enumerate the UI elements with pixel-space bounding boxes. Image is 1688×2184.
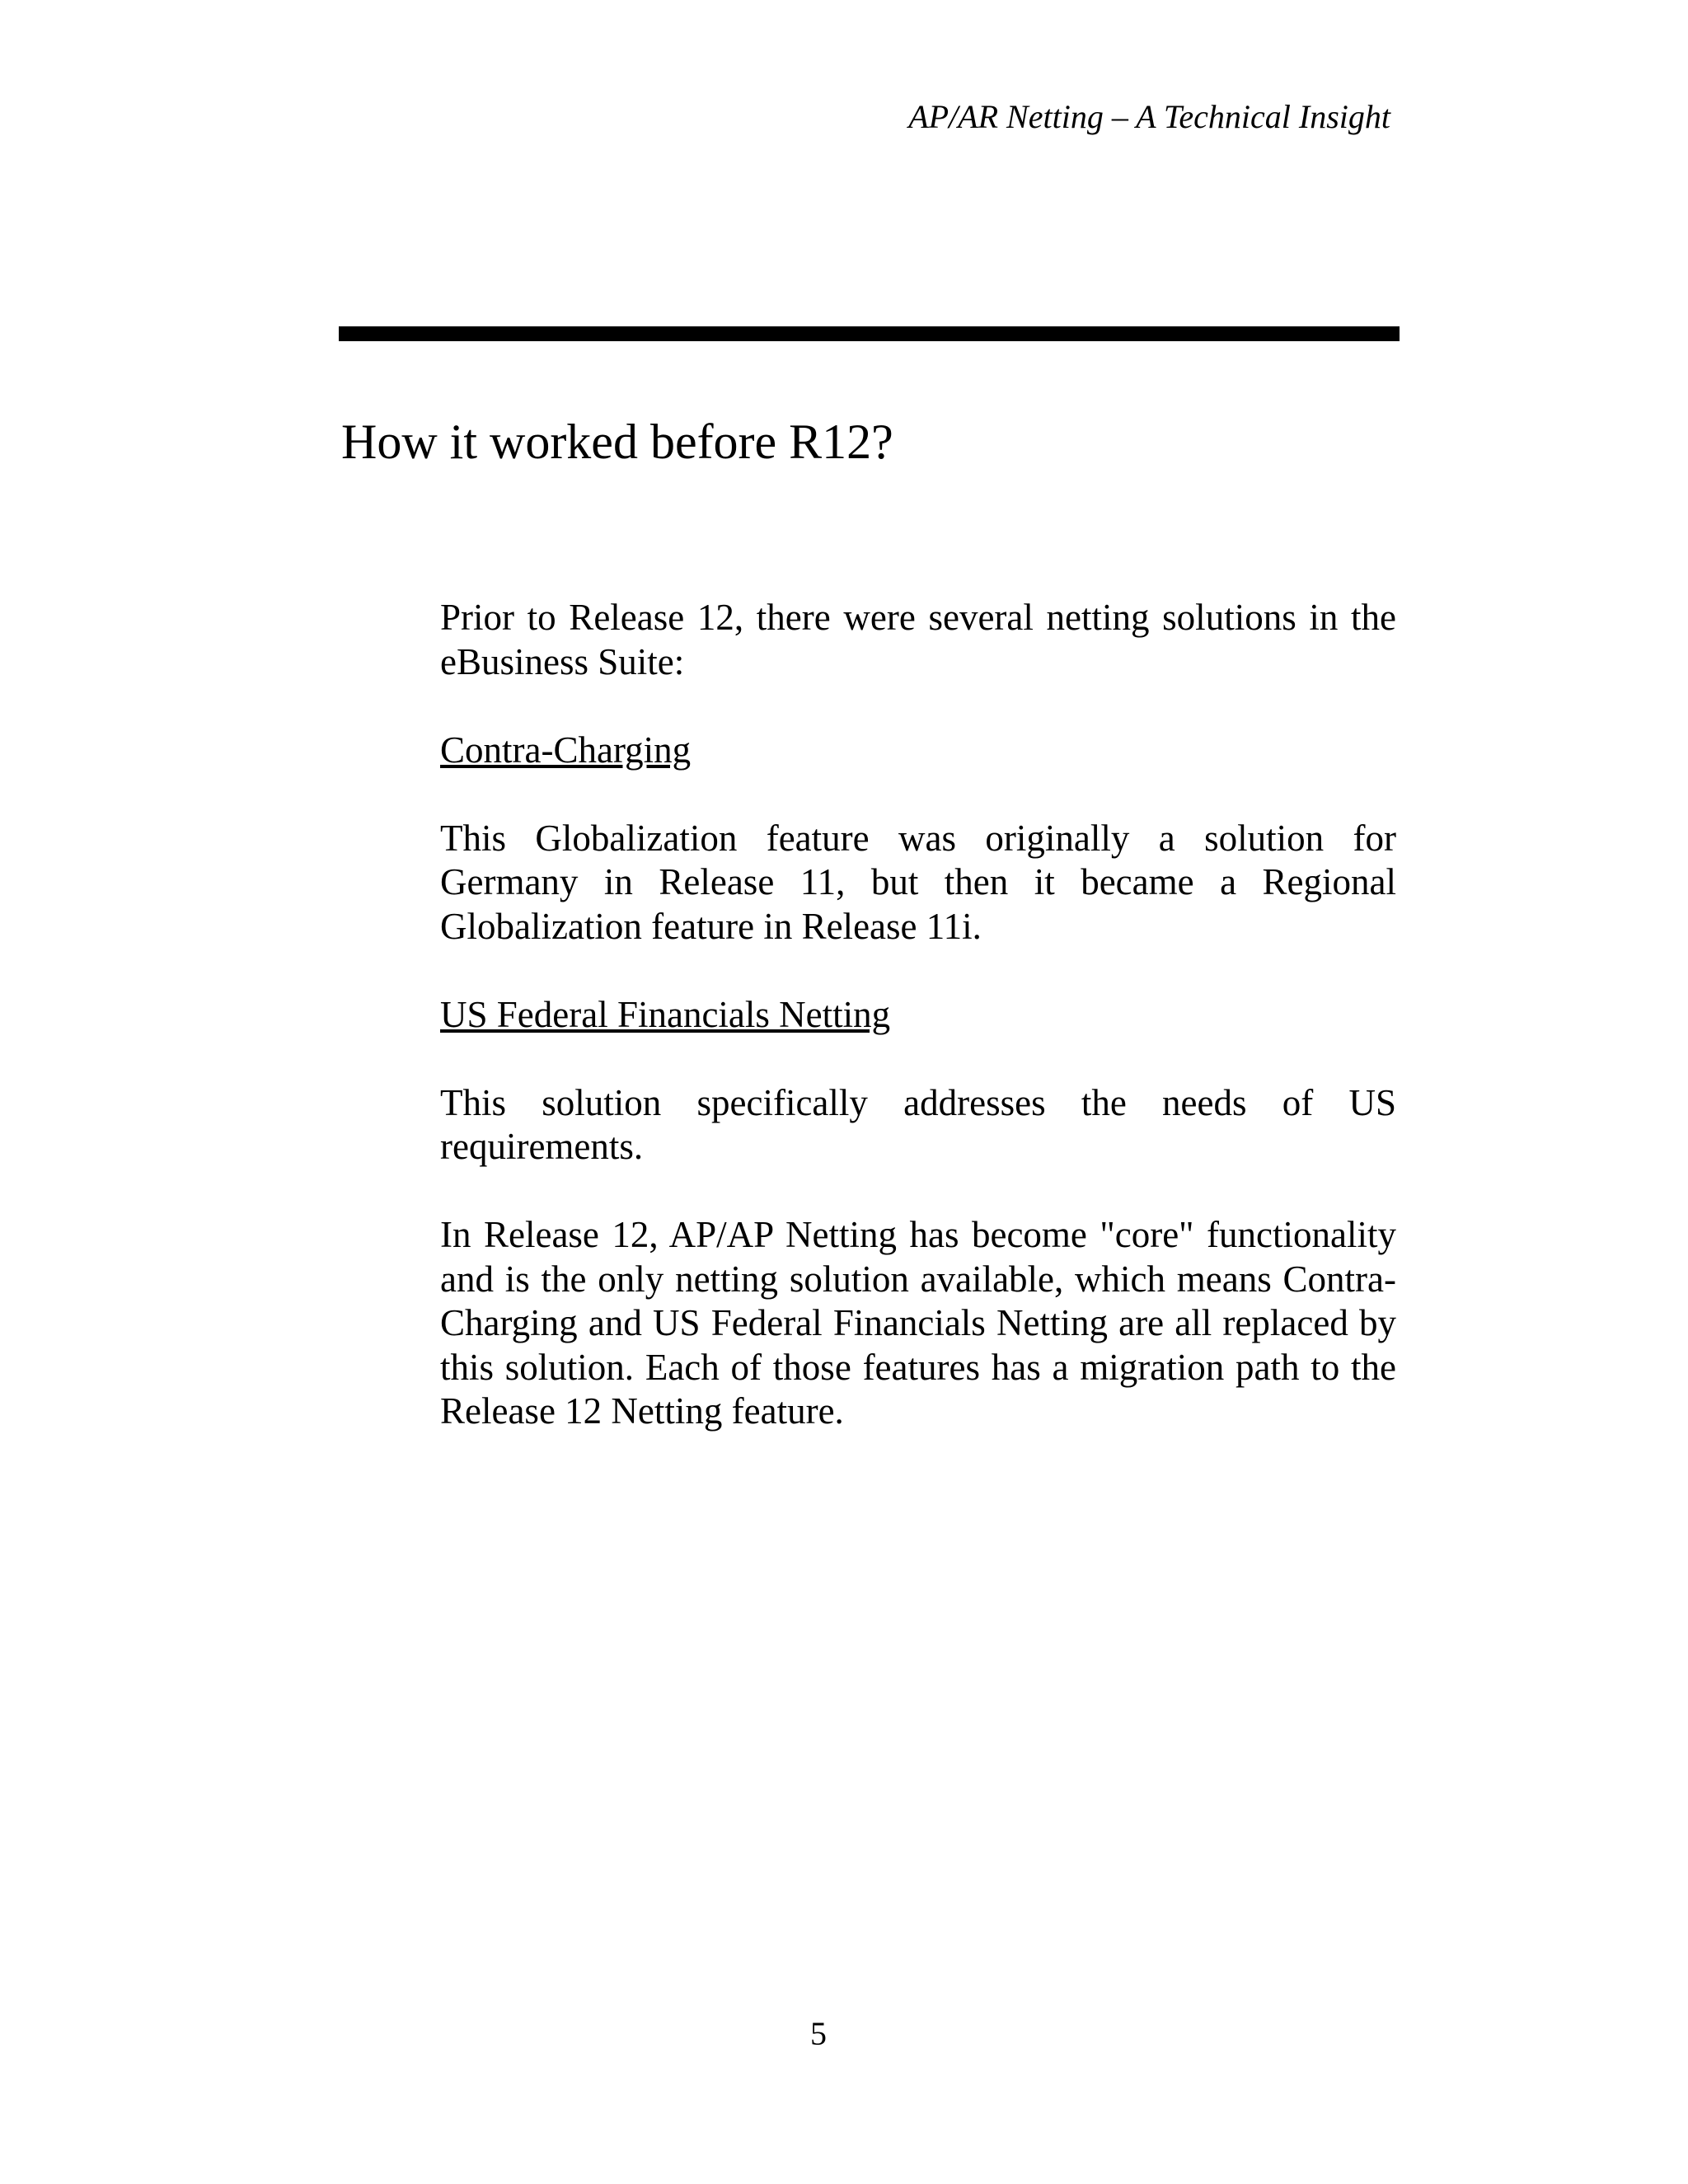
running-header: AP/AR Netting – A Technical Insight [908, 98, 1390, 135]
subheading-contra-charging: Contra-Charging [440, 729, 692, 771]
us-federal-netting-paragraph: This solution specifically addresses the needs of US requirements. [440, 1081, 1396, 1167]
subheading-us-federal-netting: US Federal Financials Netting [440, 993, 891, 1035]
body-text [440, 596, 1396, 1478]
intro-paragraph: Prior to Release 12, there were several netting solutions in the eBusiness Suite: [440, 597, 1396, 682]
release-12-paragraph: In Release 12, AP/AP Netting has become "core" functionality and is the only netting solution available, which means Contra-Charging and US Federal Financials Netting are all replaced by this solution. Each of those features has a migration path to the Release 12 Netting feature. [440, 1214, 1396, 1432]
section-title: How it worked before R12? [341, 415, 893, 469]
title-rule [339, 326, 1400, 341]
contra-charging-paragraph: This Globalization feature was originally a solution for Germany in Release 11, but then it became a Regional Globalization feature in Release 11i. [440, 817, 1396, 947]
page-number: 5 [810, 2015, 827, 2052]
